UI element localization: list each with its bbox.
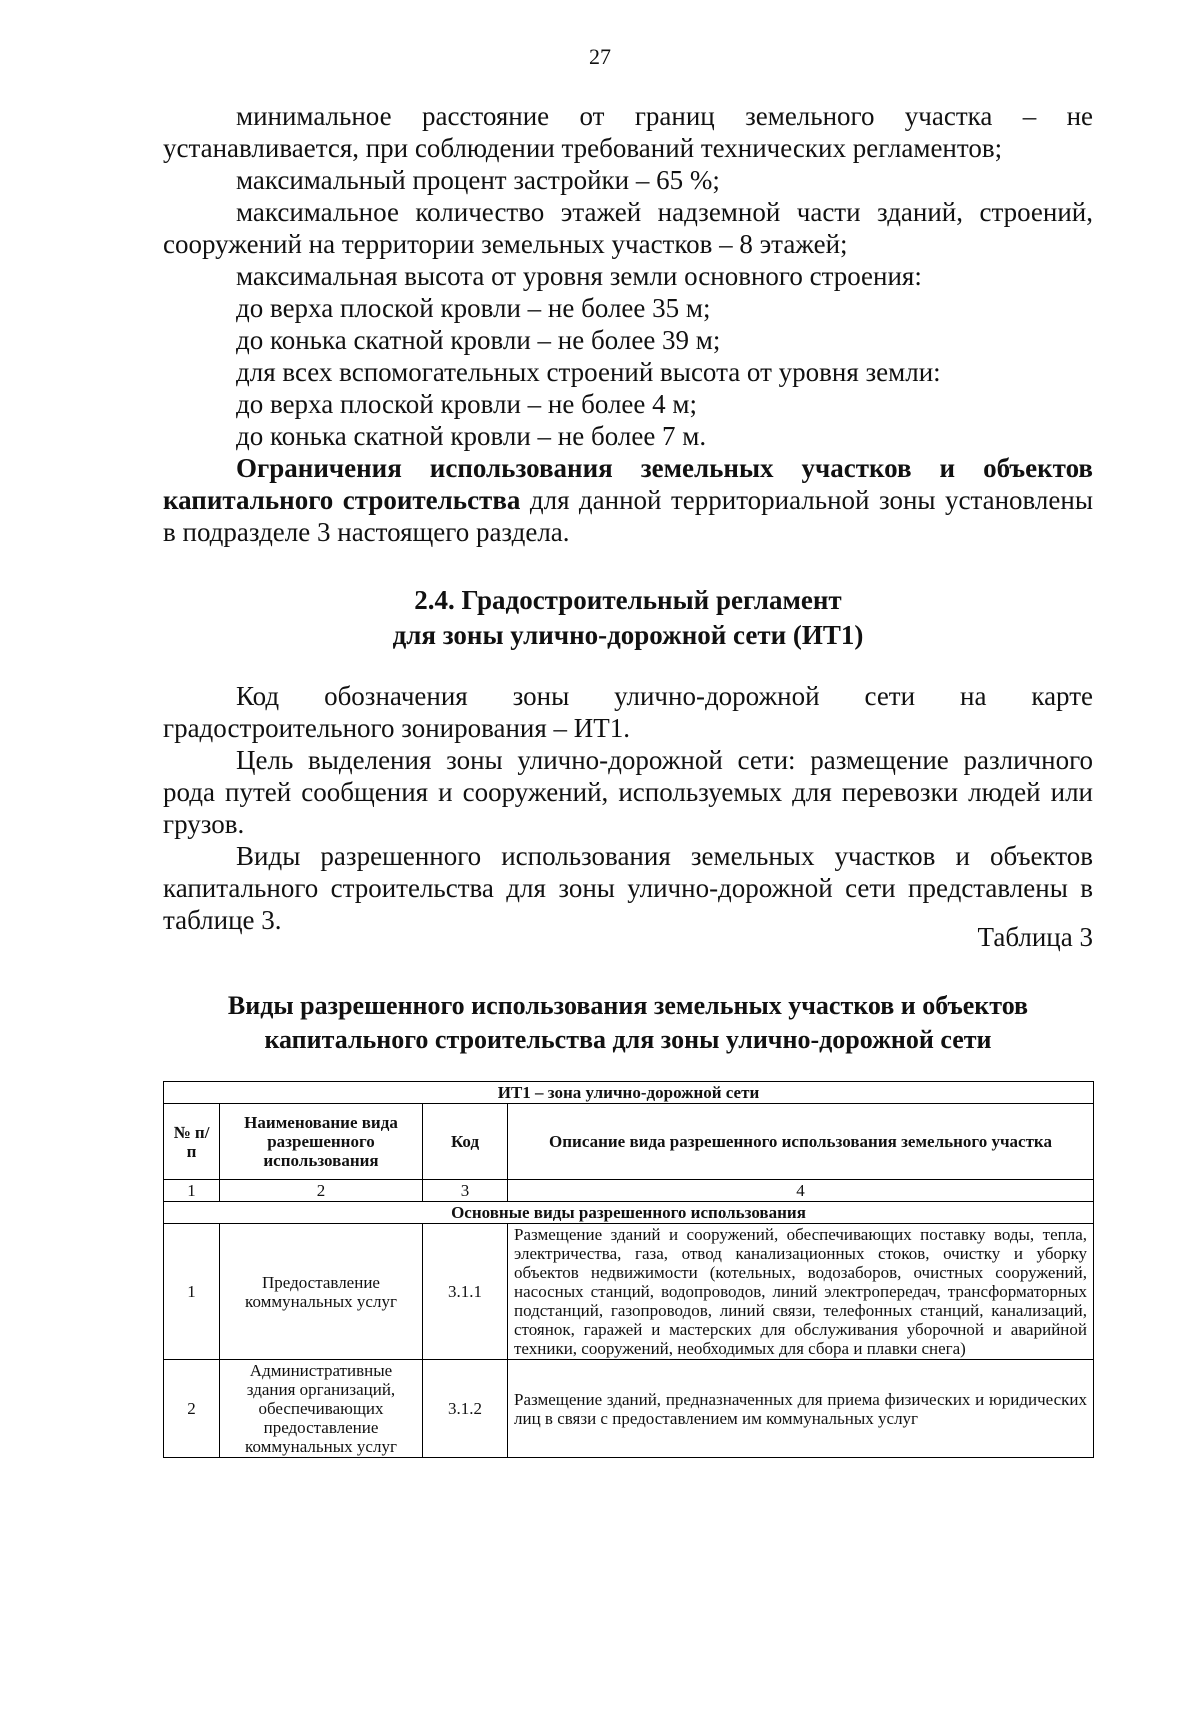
body-text <box>163 680 1093 936</box>
table-row <box>164 1360 1094 1458</box>
table-title-line: Виды разрешенного использования земельных участков и объектов <box>227 991 1029 1020</box>
paragraph: Код обозначения зоны улично-дорожной сети на карте градостроительного зонирования – ИТ1. <box>163 681 1093 743</box>
text-line: максимальная высота от уровня земли основного строения: <box>236 261 922 291</box>
row-description: Размещение зданий и сооружений, обеспечивающих поставку воды, тепла, электричества, газа, отвод канализационных стоков, очистку и уборку объектов недвижимости (котельных, водозаборов, очистных сооружений, насосных станций, водопроводов, линий электропередач, трансформаторных подстанций, газопроводов, линий связи, телефонных станций, канализаций, стоянок, гаражей и мастерских для обслуживания уборочной и аварийной техники, сооружений, необходимых для сбора и плавки снега) <box>508 1224 1094 1360</box>
permitted-use-table <box>163 1081 1094 1458</box>
text-line: максимальный процент застройки – 65 %; <box>236 165 720 195</box>
column-header-number: № п/п <box>164 1104 220 1180</box>
table-row <box>164 1224 1094 1360</box>
text-line: для всех вспомогательных строений высота от уровня земли: <box>236 357 941 387</box>
page-number: 27 <box>589 44 611 69</box>
row-name: Предоставление коммунальных услуг <box>220 1224 423 1360</box>
column-number: 3 <box>423 1180 508 1202</box>
row-number: 1 <box>164 1224 220 1360</box>
text-line: до конька скатной кровли – не более 7 м. <box>236 421 707 451</box>
table-header-row <box>164 1104 1094 1180</box>
table-title-line: капитального строительства для зоны улично-дорожной сети <box>264 1025 992 1054</box>
restrictions-rest: для данной территориальной зоны установлены в подразделе 3 настоящего раздела. <box>163 485 1093 547</box>
column-number: 2 <box>220 1180 423 1202</box>
row-code: 3.1.2 <box>423 1360 508 1458</box>
row-code: 3.1.1 <box>423 1224 508 1360</box>
section-heading <box>163 583 1093 653</box>
column-number: 1 <box>164 1180 220 1202</box>
text-line: до верха плоской кровли – не более 4 м; <box>236 389 697 419</box>
restrictions-paragraph <box>163 452 1093 548</box>
paragraph: Виды разрешенного использования земельных участков и объектов капитального строительства для зоны улично-дорожной сети представлены в таблице 3. <box>163 841 1093 935</box>
paragraph: Цель выделения зоны улично-дорожной сети: размещение различного рода путей сообщения и сооружений, используемых для перевозки людей или грузов. <box>163 745 1093 839</box>
row-name: Административные здания организаций, обеспечивающих предоставление коммунальных услуг <box>220 1360 423 1458</box>
row-number: 2 <box>164 1360 220 1458</box>
paragraph: максимальное количество этажей надземной части зданий, строений, сооружений на территории земельных участков – 8 этажей; <box>163 197 1093 259</box>
column-header-name: Наименование вида разрешенного использования <box>220 1104 423 1180</box>
text-line: до верха плоской кровли – не более 35 м; <box>236 293 711 323</box>
row-description: Размещение зданий, предназначенных для приема физических и юридических лиц в связи с предоставлением им коммунальных услуг <box>508 1360 1094 1458</box>
section-heading-line: для зоны улично-дорожной сети (ИТ1) <box>392 620 864 650</box>
section-heading-line: 2.4. Градостроительный регламент <box>414 585 842 615</box>
intro-text <box>163 100 1093 548</box>
table-section-row <box>164 1202 1094 1224</box>
table-label: Таблица 3 <box>977 922 1093 952</box>
restrictions-bold: Ограничения использования земельных участков и объектов капитального строительства <box>163 453 1093 515</box>
column-number: 4 <box>508 1180 1094 1202</box>
table-column-numbers-row <box>164 1180 1094 1202</box>
column-header-code: Код <box>423 1104 508 1180</box>
paragraph: минимальное расстояние от границ земельного участка – не устанавливается, при соблюдении требований технических регламентов; <box>163 101 1093 163</box>
text-line: до конька скатной кровли – не более 39 м; <box>236 325 721 355</box>
column-header-description: Описание вида разрешенного использования земельного участка <box>508 1104 1094 1180</box>
zone-header: ИТ1 – зона улично-дорожной сети <box>164 1082 1094 1104</box>
table-title <box>163 989 1093 1057</box>
table-zone-header-row <box>164 1082 1094 1104</box>
table-section-header: Основные виды разрешенного использования <box>164 1202 1094 1224</box>
